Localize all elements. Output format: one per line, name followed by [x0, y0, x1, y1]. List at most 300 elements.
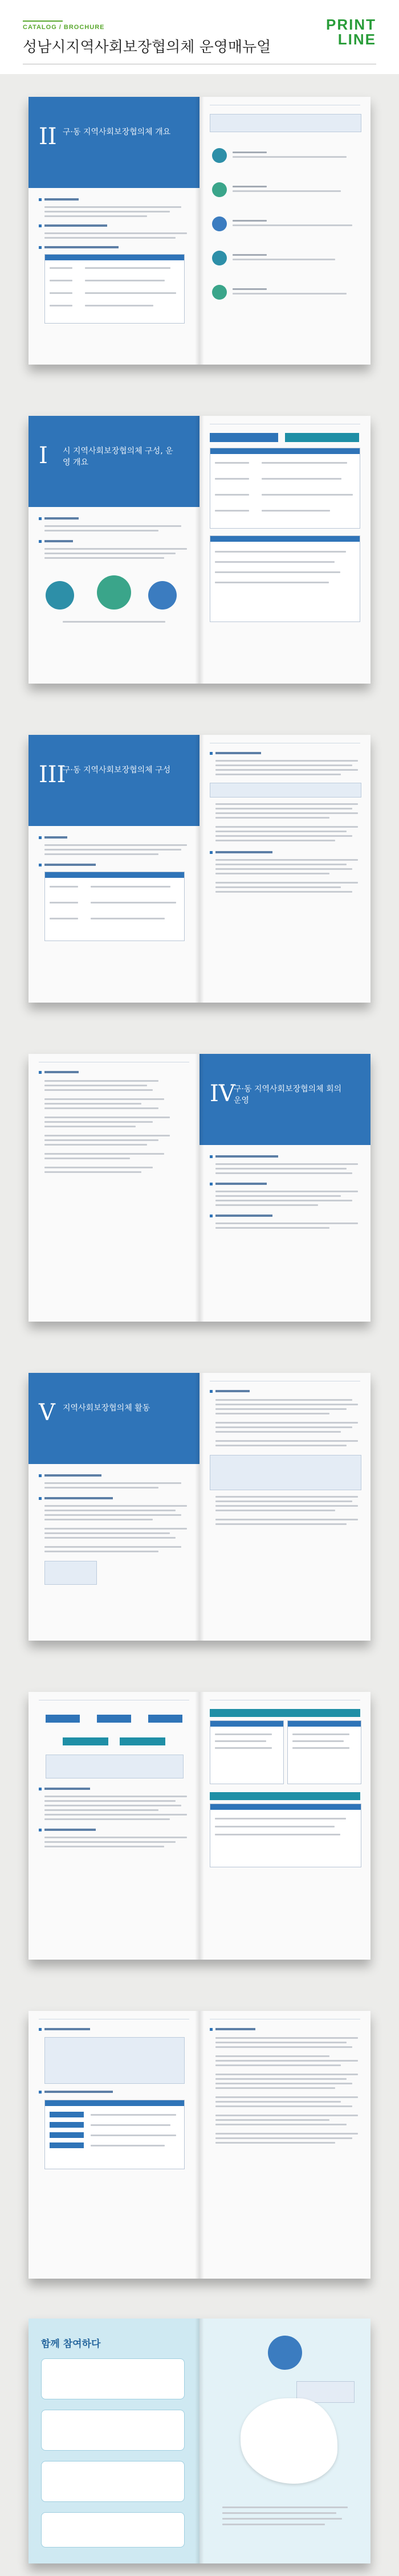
text-line — [215, 868, 352, 870]
text-line — [233, 186, 267, 187]
text-line — [215, 803, 358, 805]
chapter-numeral: IV — [210, 1081, 235, 1107]
catalog-header — [0, 0, 399, 68]
chapter-numeral: III — [39, 762, 66, 788]
table-cell — [292, 1733, 349, 1735]
text-line — [44, 215, 147, 217]
text-line — [233, 288, 267, 290]
page-fold-shadow — [195, 416, 204, 684]
booklet-spread — [28, 2011, 370, 2279]
bullet-icon — [39, 540, 42, 543]
spread-section-3 — [0, 712, 399, 1031]
text-line — [215, 1505, 358, 1507]
text-line — [44, 1805, 181, 1806]
bullet-icon — [210, 851, 213, 854]
text-line — [215, 1168, 347, 1170]
text-line — [215, 1431, 341, 1433]
text-line — [215, 2115, 358, 2116]
chapter-numeral: V — [39, 1400, 55, 1426]
table-cell — [85, 280, 165, 281]
text-line — [215, 1523, 347, 1525]
text-line — [44, 548, 187, 550]
table-cell — [50, 280, 72, 281]
chapter-banner — [28, 1373, 199, 1464]
text-line — [215, 1227, 329, 1229]
text-line — [233, 152, 267, 153]
page-fold-shadow — [195, 97, 204, 365]
spread-section-7 — [0, 1988, 399, 2307]
back-cover — [28, 2319, 199, 2563]
table-cell — [91, 2124, 170, 2126]
section-heading — [44, 224, 107, 227]
text-line — [44, 1089, 153, 1091]
chapter-title: 구·동 지역사회보장협의체 회의 운영 — [234, 1085, 342, 1105]
text-line — [222, 2524, 325, 2525]
right-page — [199, 1692, 370, 1960]
text-line — [44, 1158, 130, 1159]
text-line — [222, 2512, 336, 2514]
text-line — [215, 808, 352, 809]
table-cell — [85, 305, 153, 306]
text-line — [44, 1126, 136, 1127]
text-line — [215, 1440, 358, 1442]
section-heading — [215, 1390, 250, 1392]
text-line — [215, 2037, 358, 2039]
text-line — [233, 224, 352, 226]
text-line — [215, 2087, 335, 2089]
page-fold-shadow — [195, 1692, 204, 1960]
diagram-node — [148, 581, 177, 610]
brand-logo-top: PRINT — [326, 16, 376, 33]
bullet-icon — [210, 1155, 213, 1158]
text-line — [215, 886, 341, 888]
info-table — [210, 1720, 284, 1784]
speech-bubble — [41, 2461, 185, 2502]
bullet-icon — [39, 246, 42, 249]
step-icon — [212, 285, 227, 300]
section-heading — [44, 2028, 90, 2030]
text-line — [215, 1445, 347, 1446]
table-cell — [91, 902, 176, 903]
text-line — [44, 1080, 158, 1082]
text-line — [44, 530, 158, 531]
text-line — [215, 1519, 358, 1520]
table-cell — [262, 462, 347, 464]
right-page — [199, 97, 370, 365]
chapter-title: 지역사회보장협의체 활동 — [63, 1404, 150, 1413]
chapter-numeral: II — [39, 124, 57, 150]
diagram-node — [97, 575, 131, 610]
note-box — [44, 2037, 185, 2084]
text-line — [215, 840, 335, 841]
step-icon — [212, 182, 227, 197]
bullet-icon — [210, 1183, 213, 1185]
left-page — [28, 1054, 199, 1322]
text-line — [44, 1551, 158, 1552]
chapter-banner — [28, 735, 199, 826]
brand-logo-bottom: LINE — [337, 31, 376, 48]
section-heading — [44, 540, 73, 542]
text-line — [44, 1121, 153, 1123]
speech-bubble — [41, 2410, 185, 2451]
page-fold-shadow — [195, 1054, 204, 1322]
text-line — [215, 760, 358, 762]
text-line — [215, 2074, 358, 2075]
note-box — [44, 1561, 97, 1585]
text-line — [44, 525, 181, 527]
bullet-icon — [39, 198, 42, 201]
text-line — [215, 2042, 347, 2043]
table-cell — [50, 267, 72, 269]
text-line — [215, 882, 358, 884]
bullet-icon — [39, 1788, 42, 1790]
text-line — [44, 1837, 187, 1838]
table-cell — [50, 886, 78, 888]
section-heading — [44, 1788, 90, 1790]
right-page — [199, 1373, 370, 1641]
bullet-icon — [39, 864, 42, 866]
right-page — [199, 416, 370, 684]
text-line — [215, 2137, 352, 2139]
page-fold-shadow — [195, 2011, 204, 2279]
table-cell — [215, 1826, 335, 1827]
table-cell — [215, 478, 249, 480]
bullet-icon — [39, 836, 42, 839]
table-cell — [91, 2135, 176, 2136]
bullet-icon — [39, 224, 42, 227]
text-line — [215, 1422, 358, 1424]
left-page — [28, 735, 199, 1003]
section-heading — [215, 1183, 267, 1185]
chapter-title: 구·동 지역사회보장협의체 개요 — [63, 128, 171, 137]
text-line — [233, 293, 347, 295]
bullet-icon — [39, 1497, 42, 1500]
front-cover — [199, 2319, 370, 2563]
text-line — [44, 1528, 187, 1530]
bullet-icon — [210, 1390, 213, 1393]
table-header — [45, 872, 184, 878]
table-header — [210, 536, 360, 542]
spread-section-4 — [0, 1031, 399, 1350]
chapter-numeral: I — [39, 443, 48, 469]
page-fold-shadow — [195, 735, 204, 1003]
chapter-banner — [28, 97, 199, 188]
table-cell — [85, 292, 176, 294]
text-line — [215, 2055, 329, 2057]
booklet-cover-spread — [28, 2319, 370, 2563]
left-page — [28, 1373, 199, 1641]
booklet-spread — [28, 735, 370, 1003]
table-cell — [91, 2114, 176, 2116]
step-icon — [212, 216, 227, 231]
text-line — [44, 1514, 181, 1516]
step-icon — [212, 148, 227, 163]
section-heading — [44, 517, 79, 520]
text-line — [215, 2064, 341, 2066]
cover-title: 함께 참여하다 — [41, 2338, 101, 2350]
brand-logo — [326, 17, 376, 47]
text-line — [44, 211, 170, 212]
section-heading — [44, 1829, 96, 1831]
section-heading — [215, 1155, 278, 1158]
table-cell — [292, 1747, 349, 1749]
section-heading — [44, 1071, 79, 1073]
table-cell — [215, 582, 329, 583]
left-page — [28, 416, 199, 684]
text-line — [44, 853, 158, 855]
note-box — [210, 1455, 361, 1490]
text-line — [44, 1546, 181, 1548]
section-heading — [44, 836, 67, 839]
text-line — [44, 1537, 176, 1539]
text-line — [44, 849, 181, 851]
text-line — [233, 190, 341, 192]
right-page — [199, 1054, 370, 1322]
text-line — [215, 1163, 358, 1165]
table-cell — [215, 462, 249, 464]
bullet-icon — [210, 752, 213, 755]
speech-bubble — [41, 2358, 185, 2399]
section-heading — [44, 198, 79, 201]
info-table — [210, 1804, 361, 1867]
text-line — [215, 2096, 358, 2098]
text-line — [222, 2518, 342, 2520]
table-cell — [215, 1733, 272, 1735]
emblem-icon — [268, 2336, 302, 2370]
text-line — [215, 1496, 358, 1498]
chapter-banner — [28, 416, 199, 507]
text-line — [233, 254, 267, 256]
bullet-icon — [39, 1071, 42, 1074]
text-line — [44, 1818, 170, 1820]
city-map-icon — [241, 2398, 337, 2484]
text-line — [44, 1098, 164, 1100]
text-line — [44, 1841, 176, 1843]
text-line — [44, 232, 187, 234]
table-cell — [292, 1740, 344, 1742]
table-cell — [215, 1740, 266, 1742]
text-line — [215, 1408, 347, 1410]
table-cell — [262, 478, 341, 480]
table-cell — [50, 2112, 84, 2117]
chapter-title: 시 지역사회보장협의체 구성, 운영 개요 — [63, 447, 173, 467]
chapter-banner — [199, 1054, 370, 1145]
section-heading — [44, 864, 96, 866]
bullet-icon — [39, 517, 42, 520]
heading-box — [210, 1792, 360, 1800]
left-page — [28, 2011, 199, 2279]
table-header — [210, 448, 360, 454]
text-line — [215, 1222, 358, 1224]
right-page — [199, 2011, 370, 2279]
text-line — [44, 553, 176, 554]
flow-box — [63, 1737, 108, 1745]
table-cell — [215, 510, 249, 512]
table-cell — [262, 510, 330, 512]
table-header — [45, 2100, 184, 2106]
flow-box — [97, 1715, 131, 1723]
text-line — [215, 764, 352, 766]
text-line — [44, 206, 181, 208]
text-line — [44, 1532, 170, 1534]
text-line — [44, 844, 187, 846]
table-cell — [215, 571, 340, 573]
text-line — [44, 1117, 170, 1118]
table-header — [45, 255, 184, 260]
text-line — [44, 1510, 176, 1511]
info-table — [44, 872, 185, 941]
text-line — [44, 1107, 158, 1109]
text-line — [215, 873, 329, 874]
table-cell — [215, 494, 249, 496]
table-cell — [91, 886, 170, 888]
left-page — [28, 1692, 199, 1960]
section-heading — [215, 1215, 272, 1217]
step-icon — [212, 251, 227, 265]
table-cell — [262, 494, 353, 496]
bullet-icon — [39, 2028, 42, 2031]
table-cell — [50, 2142, 84, 2148]
section-heading — [44, 2091, 113, 2093]
text-line — [215, 859, 358, 861]
table-cell — [91, 2145, 165, 2146]
table-cell — [50, 2132, 84, 2138]
text-line — [215, 1399, 352, 1401]
text-line — [44, 1846, 164, 1847]
table-header — [210, 1804, 361, 1810]
section-heading — [44, 246, 119, 248]
info-table — [210, 448, 360, 529]
section-heading — [44, 1474, 101, 1477]
text-line — [44, 1519, 153, 1520]
text-line — [215, 1172, 352, 1174]
table-cell — [91, 918, 165, 919]
category-label: CATALOG / BROCHURE — [23, 24, 105, 31]
booklet-spread — [28, 416, 370, 684]
bullet-icon — [210, 1215, 213, 1217]
text-line — [44, 1487, 158, 1489]
note-box — [210, 783, 361, 798]
text-line — [215, 2101, 341, 2103]
info-table — [287, 1720, 361, 1784]
page-title: 성남시지역사회보장협의체 운영매뉴얼 — [23, 39, 271, 56]
category-accent-line — [23, 21, 63, 22]
table-cell — [215, 1818, 346, 1819]
section-heading — [215, 2028, 255, 2030]
info-table — [44, 2100, 185, 2169]
text-line — [215, 1413, 329, 1414]
text-line — [44, 1167, 153, 1168]
flow-box — [46, 1715, 80, 1723]
section-heading — [44, 1497, 113, 1499]
text-line — [215, 2119, 329, 2121]
text-line — [215, 1200, 352, 1201]
left-page — [28, 97, 199, 365]
text-line — [215, 835, 352, 837]
text-line — [215, 2142, 335, 2144]
booklet-spread — [28, 1373, 370, 1641]
note-box — [46, 1755, 184, 1778]
text-line — [44, 1796, 187, 1797]
text-line — [215, 2105, 352, 2107]
text-line — [44, 1505, 187, 1507]
text-line — [215, 2060, 358, 2062]
booklet-spread — [28, 1054, 370, 1322]
text-line — [44, 1139, 158, 1141]
page-fold-shadow — [195, 2319, 204, 2563]
spread-section-1 — [0, 74, 399, 393]
booklet-spread — [28, 97, 370, 365]
text-line — [215, 769, 358, 771]
table-cell — [215, 1834, 340, 1835]
text-line — [63, 621, 165, 623]
bullet-icon — [39, 1474, 42, 1477]
text-line — [215, 1404, 358, 1405]
text-line — [215, 2083, 352, 2084]
text-line — [215, 1191, 358, 1192]
bullet-icon — [210, 2028, 213, 2031]
text-line — [222, 2507, 348, 2508]
heading-box — [285, 433, 359, 442]
table-cell — [50, 2122, 84, 2128]
text-line — [215, 1204, 318, 1206]
text-line — [44, 1144, 147, 1146]
table-cell — [85, 267, 170, 269]
text-line — [215, 826, 358, 828]
text-line — [215, 1195, 341, 1197]
text-line — [233, 220, 267, 222]
table-cell — [215, 1747, 272, 1749]
page-fold-shadow — [195, 1373, 204, 1641]
text-line — [233, 156, 347, 158]
table-cell — [215, 561, 335, 563]
text-line — [44, 1800, 176, 1802]
text-line — [233, 259, 335, 260]
text-line — [44, 1085, 147, 1086]
right-page — [199, 735, 370, 1003]
text-line — [44, 237, 176, 239]
bullet-icon — [39, 1829, 42, 1831]
text-line — [215, 2124, 347, 2125]
text-line — [215, 817, 329, 819]
text-line — [215, 864, 347, 865]
text-line — [215, 1500, 352, 1502]
text-line — [215, 831, 347, 832]
chapter-title: 구·동 지역사회보장협의체 구성 — [63, 766, 171, 775]
table-cell — [50, 305, 72, 306]
text-line — [44, 1482, 181, 1484]
heading-box — [210, 1709, 360, 1717]
table-header — [288, 1721, 361, 1727]
info-table — [210, 535, 360, 622]
text-line — [215, 2078, 347, 2080]
speech-bubble — [41, 2512, 185, 2548]
diagram-node — [46, 581, 74, 610]
spread-section-cover — [0, 2307, 399, 2576]
text-line — [44, 1103, 141, 1105]
text-line — [44, 1135, 170, 1136]
summary-box — [210, 114, 361, 132]
spread-section-6 — [0, 1669, 399, 1988]
text-line — [44, 1171, 141, 1173]
text-line — [44, 1809, 158, 1811]
table-cell — [50, 292, 72, 294]
text-line — [215, 774, 341, 775]
table-cell — [50, 918, 78, 919]
table-cell — [50, 902, 78, 903]
info-table — [44, 254, 185, 324]
text-line — [215, 812, 358, 814]
